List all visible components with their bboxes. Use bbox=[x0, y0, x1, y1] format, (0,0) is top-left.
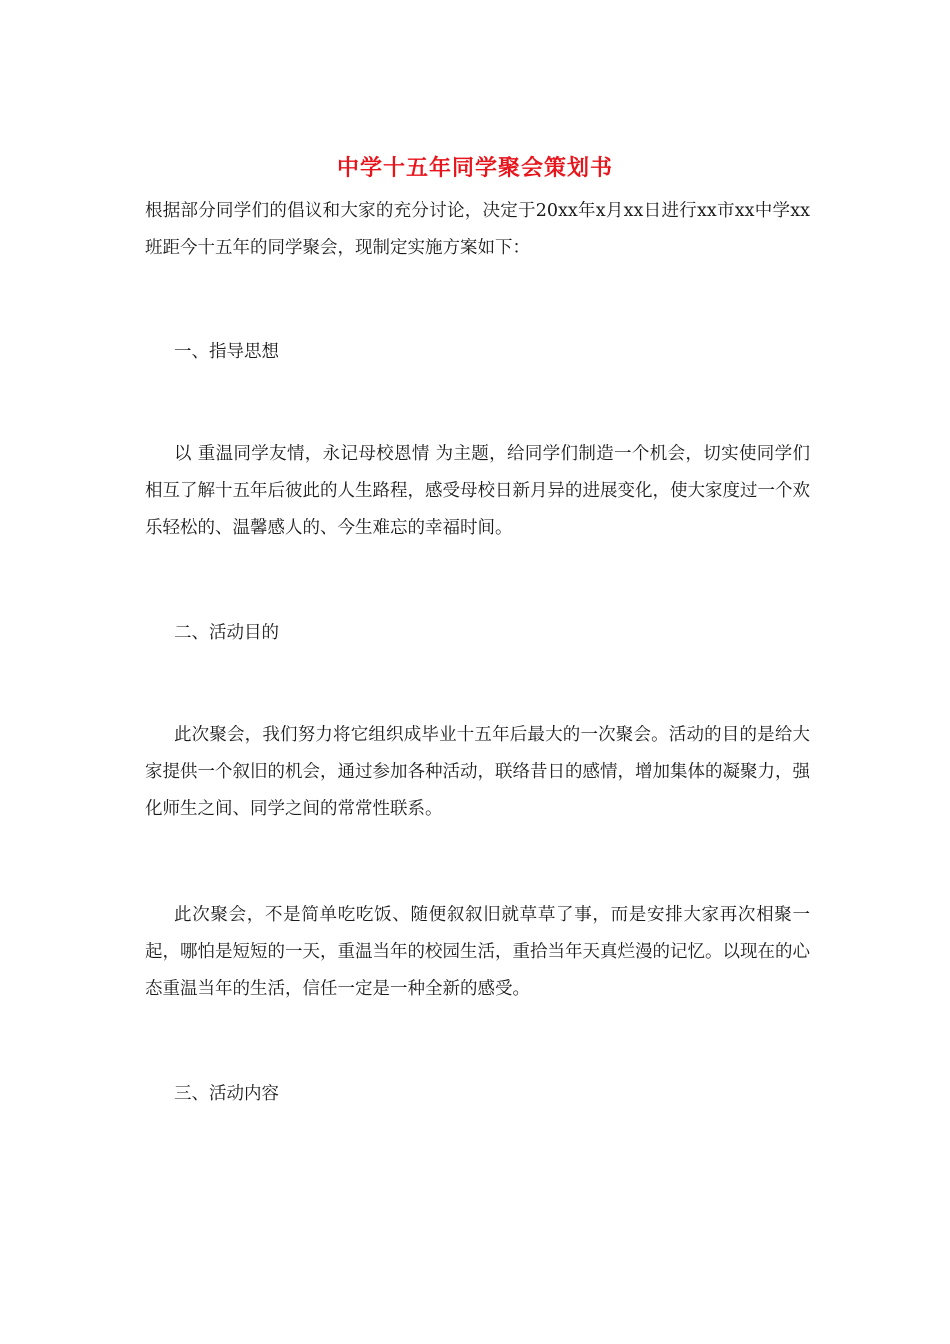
intro-paragraph: 根据部分同学们的倡议和大家的充分讨论，决定于20xx年x月xx日进行xx市xx中学xx班距今十五年的同学聚会，现制定实施方案如下： bbox=[145, 201, 810, 258]
section-heading-3: 三、活动内容 bbox=[174, 1084, 279, 1104]
section-heading-2: 二、活动目的 bbox=[174, 623, 279, 643]
document-title: 中学十五年同学聚会策划书 bbox=[336, 155, 613, 181]
section-2-paragraph-1: 此次聚会，我们努力将它组织成毕业十五年后最大的一次聚会。活动的目的是给大家提供一个叙旧的机会，通过参加各种活动，联络昔日的感情，增加集体的凝聚力，强化师生之间、同学之间的常常性联系。 bbox=[145, 725, 810, 819]
section-heading-1: 一、指导思想 bbox=[174, 342, 279, 362]
section-2-paragraph-2: 此次聚会，不是简单吃吃饭、随便叙叙旧就草草了事，而是安排大家再次相聚一起，哪怕是短短的一天，重温当年的校园生活，重拾当年天真烂漫的记忆。以现在的心态重温当年的生活，信任一定是一种全新的感受。 bbox=[145, 905, 810, 999]
section-1-paragraph-1: 以 重温同学友情，永记母校恩情 为主题，给同学们制造一个机会，切实使同学们相互了解十五年后彼此的人生路程，感受母校日新月异的进展变化，使大家度过一个欢乐轻松的、温馨感人的、今生难忘的幸福时间。 bbox=[145, 444, 810, 538]
